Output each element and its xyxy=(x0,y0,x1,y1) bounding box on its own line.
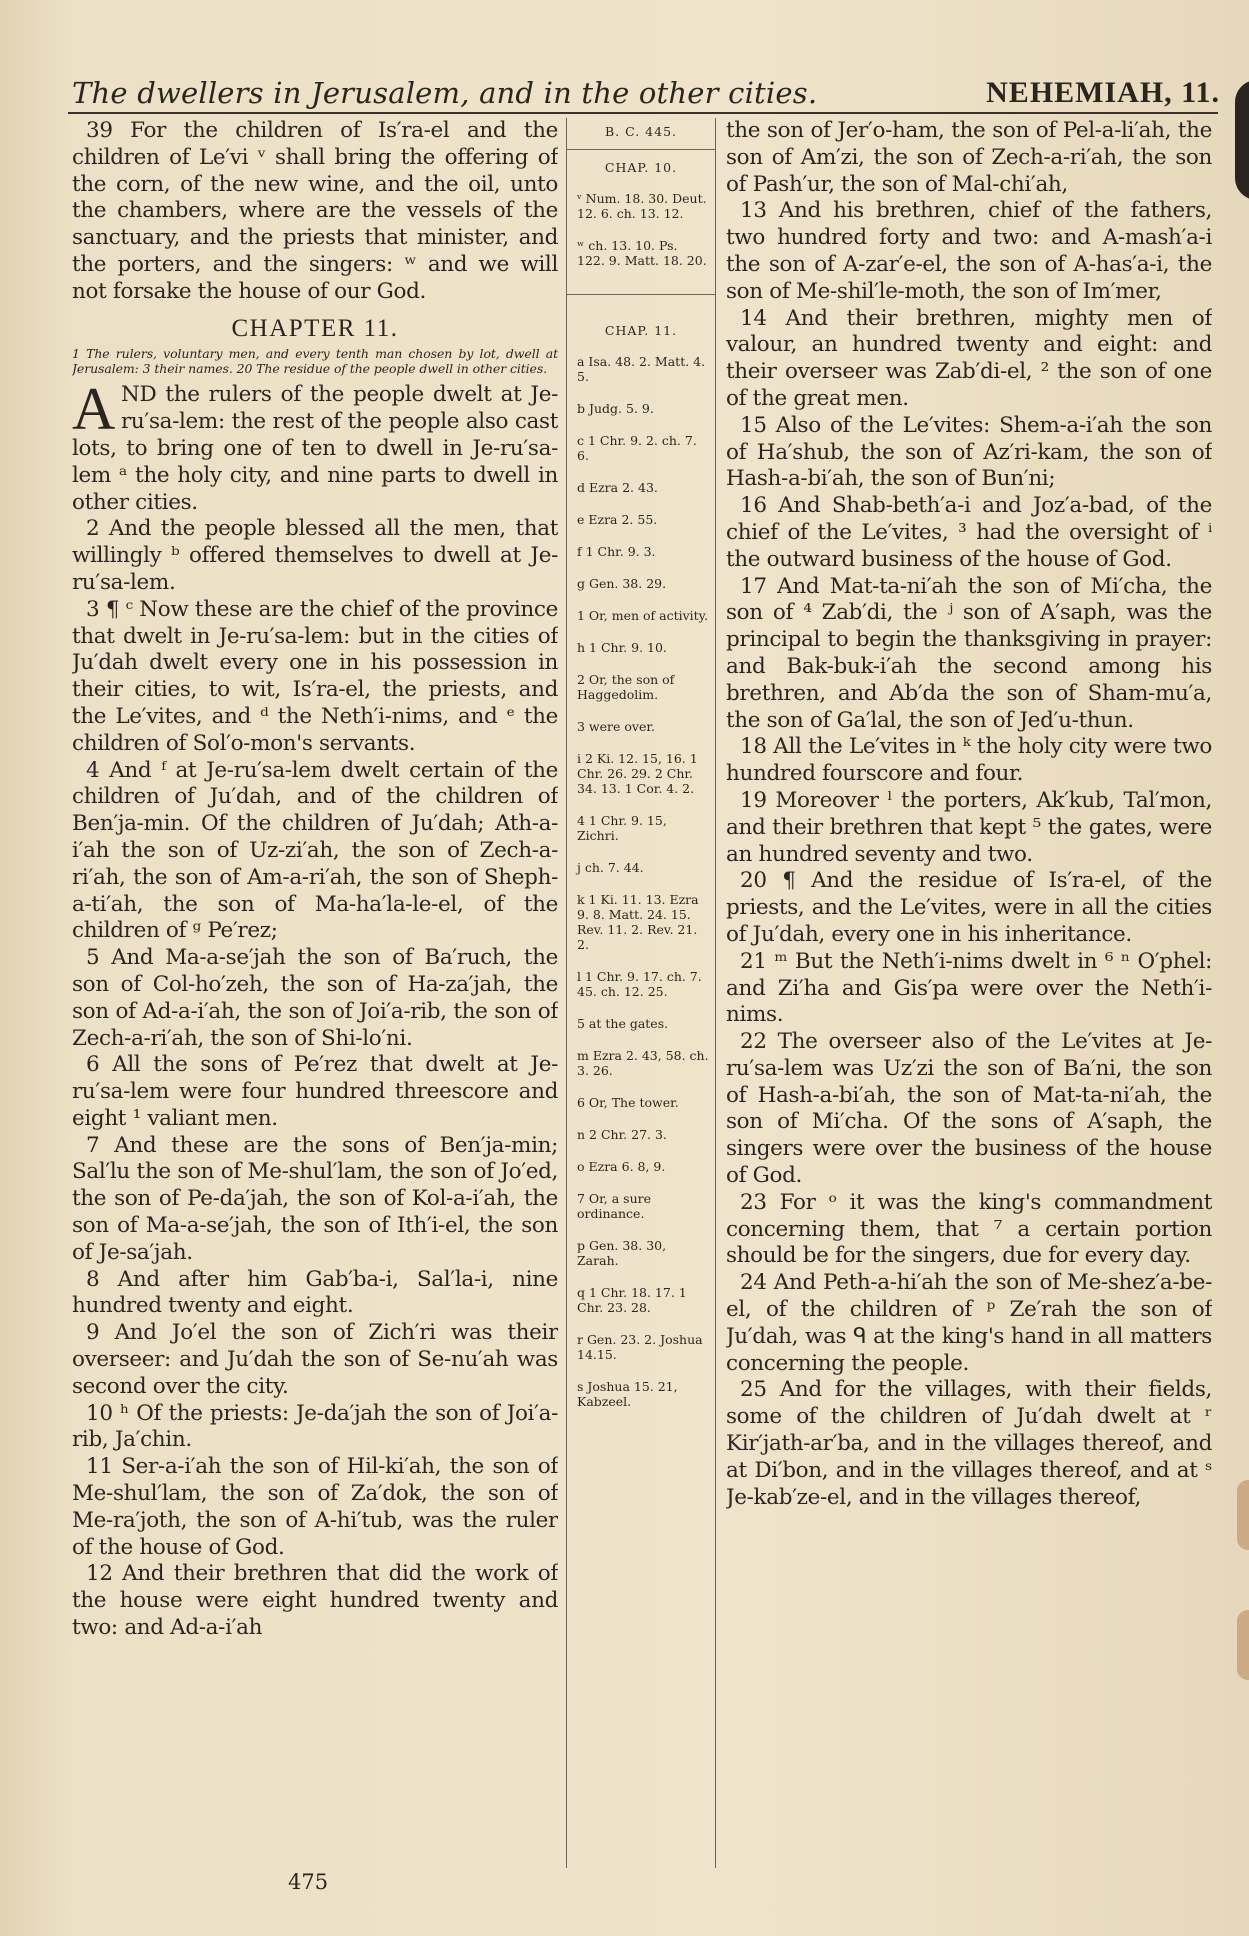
verse-11-1 xyxy=(72,376,558,516)
verse-11-3: 3 ¶ ᶜ Now these are the chief of the province that dwelt in Je-ru′sa-lem: but in the cities of Ju′dah dwelt every one in his possession in their cities, to wit, Is′ra-el, the priests, and the Le′vites, and ᵈ the Neth′i-nims, and ᵉ the children of Sol′o-mon's servants. xyxy=(72,596,558,756)
verse-11-16: 16 And Shab-beth′a-i and Joz′a-bad, of the chief of the Le′vites, ³ had the oversight of ⁱ the outward business of the house of God. xyxy=(726,493,1212,572)
cross-reference: 5 at the gates. xyxy=(577,1016,669,1031)
thumb-index-tab xyxy=(1237,1610,1249,1680)
cross-reference: 4 1 Chr. 9. 15, Zichri. xyxy=(577,813,667,843)
cross-reference: q 1 Chr. 18. 17. 1 Chr. 23. 28. xyxy=(577,1285,687,1315)
verse-11-24: 24 And Peth-a-hi′ah the son of Me-shez′a-be-el, of the children of ᵖ Ze′rah the son of Ju′dah, was ᑫ at the king's hand in all matters concerning the people. xyxy=(726,1270,1212,1376)
verse-11-9: 9 And Jo′el the son of Zich′ri was their overseer: and Ju′dah the son of Se-nu′ah was second over the city. xyxy=(72,1320,558,1399)
verse-11-6: 6 All the sons of Pe′rez that dwelt at Je-ru′sa-lem were four hundred threescore and eight ¹ valiant men. xyxy=(72,1052,558,1131)
verse-11-14: 14 And their brethren, mighty men of valour, an hundred twenty and eight: and their overseer was Zab′di-el, ² the son of one of the great men. xyxy=(726,305,1212,411)
verse-11-1-text: ND the rulers of the people dwelt at Je-ru′sa-lem: the rest of the people also cast lots, to bring one of ten to dwell in Je-ru′sa-lem ᵃ the holy city, and nine parts to dwell in other cities. xyxy=(72,382,558,515)
verse-11-17: 17 And Mat-ta-ni′ah the son of Mi′cha, the son of ⁴ Zab′di, the ʲ son of A′saph, was the principal to begin the thanksgiving in prayer: and Bak-buk-i′ah the second among his brethren, and Ab′da the son of Sham-mu′a, the son of Ga′lal, the son of Jed′u-thun. xyxy=(726,573,1212,733)
thumb-index-tab xyxy=(1237,1480,1249,1550)
verse-11-12: 12 And their brethren that did the work of the house were eight hundred twenty and two: and Ad-a-i′ah xyxy=(72,1561,558,1641)
running-title: The dwellers in Jerusalem, and in the other cities. xyxy=(72,76,818,110)
cross-reference: f 1 Chr. 9. 3. xyxy=(577,544,656,559)
cross-reference: h 1 Chr. 9. 10. xyxy=(577,640,667,655)
verse-11-20: 20 ¶ And the residue of Is′ra-el, of the priests, and the Le′vites, were in all the cities of Ju′dah, every one in his inheritance. xyxy=(726,868,1212,947)
verse-11-10: 10 ʰ Of the priests: Je-da′jah the son of Joi′a-rib, Ja′chin. xyxy=(72,1400,558,1453)
verse-11-7: 7 And these are the sons of Ben′ja-min; Sal′lu the son of Me-shul′lam, the son of Jo′ed, the son of Pe-da′jah, the son of Kol-a-i′ah, the son of Ma-a-se′jah, the son of Ith′i-el, the son of Je-sa′jah. xyxy=(72,1132,558,1265)
date-label: B. C. 445. xyxy=(604,124,678,139)
cross-reference: ʷ ch. 13. 10. Ps. 122. 9. Matt. 18. 20. xyxy=(577,238,707,268)
verse-11-13: 13 And his brethren, chief of the fathers, two hundred forty and two: and A-mash′a-i the son of A-zar′e-el, the son of A-has′a-i, the son of Me-shil′le-moth, the son of Im′mer, xyxy=(726,198,1212,304)
verse-10-39: 39 For the children of Is′ra-el and the children of Le′vi ᵛ shall bring the offering of the corn, of the new wine, and the oil, unto the chambers, where are the vessels of the sanctuary, and the priests that minister, and the porters, and the singers: ʷ and we will not forsake the house of our God. xyxy=(72,118,558,304)
book-chapter-label: NEHEMIAH, 11. xyxy=(986,76,1220,109)
verse-11-19: 19 Moreover ˡ the porters, Ak′kub, Tal′mon, and their brethren that kept ⁵ the gates, were an hundred seventy and two. xyxy=(726,787,1212,867)
cross-reference: o Ezra 6. 8, 9. xyxy=(577,1159,666,1174)
cross-reference: g Gen. 38. 29. xyxy=(577,576,667,591)
cross-reference: d Ezra 2. 43. xyxy=(577,480,658,495)
verse-11-5: 5 And Ma-a-se′jah the son of Ba′ruch, the son of Col-ho′zeh, the son of Ha-za′jah, the son of Ad-a-i′ah, the son of Joi′a-rib, the son of Zech-a-ri′ah, the son of Shi-lo′ni. xyxy=(72,945,558,1051)
center-rule xyxy=(567,294,715,295)
chap11-heading: CHAP. 11. xyxy=(604,323,678,338)
verse-11-4: 4 And ᶠ at Je-ru′sa-lem dwelt certain of the children of Ju′dah, and of the children of Ben′ja-min. Of the children of Ju′dah; Ath-a-i′ah the son of Uz-zi′ah, the son of Zech-a-ri′ah, the son of Am-a-ri′ah, the son of Sheph-a-ti′ah, the son of Ma-ha′la-le-el, of the children of ᵍ Pe′rez; xyxy=(72,757,558,944)
verse-11-25: 25 And for the villages, with their fields, some of the children of Ju′dah dwelt at ʳ Kir′jath-ar′ba, and in the villages thereof, and at Di′bon, and in the villages thereof, and at ˢ Je-kab′ze-el, and in the villages thereof, xyxy=(726,1377,1212,1510)
verse-11-15: 15 Also of the Le′vites: Shem-a-i′ah the son of Ha′shub, the son of Az′ri-kam, the son of Hash-a-bi′ah, the son of Bun′ni; xyxy=(726,412,1212,492)
cross-reference: k 1 Ki. 11. 13. Ezra 9. 8. Matt. 24. 15. Rev. 11. 2. Rev. 21. 2. xyxy=(577,892,699,952)
cross-reference: p Gen. 38. 30, Zarah. xyxy=(577,1238,667,1268)
left-text-column xyxy=(72,118,558,1868)
verse-11-21: 21 ᵐ But the Neth′i-nims dwelt in ⁶ ⁿ O′phel: and Zi′ha and Gis′pa were over the Neth′i-nims. xyxy=(726,948,1212,1028)
chap10-heading: CHAP. 10. xyxy=(604,160,678,175)
cross-reference: c 1 Chr. 9. 2. ch. 7. 6. xyxy=(577,433,697,463)
cross-reference: r Gen. 23. 2. Joshua 14.15. xyxy=(577,1332,703,1362)
page-number: 475 xyxy=(288,1870,329,1894)
header-rule xyxy=(68,112,1218,114)
cross-reference: n 2 Chr. 27. 3. xyxy=(577,1127,667,1142)
cross-reference: 1 Or, men of activity. xyxy=(577,608,709,623)
verse-11-18: 18 All the Le′vites in ᵏ the holy city were two hundred fourscore and four. xyxy=(726,734,1212,787)
verse-11-23: 23 For ᵒ it was the king's commandment concerning them, that ⁷ a certain portion should be for the singers, due for every day. xyxy=(726,1189,1212,1269)
cross-reference: j ch. 7. 44. xyxy=(577,860,644,875)
cross-reference: ᵛ Num. 18. 30. Deut. 12. 6. ch. 13. 12. xyxy=(577,191,707,221)
drop-cap: A xyxy=(72,376,115,443)
cross-reference: m Ezra 2. 43, 58. ch. 3. 26. xyxy=(577,1048,709,1078)
running-header xyxy=(72,66,1220,110)
cross-reference: 3 were over. xyxy=(577,719,655,734)
center-rule xyxy=(567,149,715,150)
cross-reference: 7 Or, a sure ordinance. xyxy=(577,1191,651,1221)
cross-reference: 2 Or, the son of Haggedolim. xyxy=(577,672,675,702)
cross-reference: i 2 Ki. 12. 15, 16. 1 Chr. 26. 29. 2 Chr. 34. 13. 1 Cor. 4. 2. xyxy=(577,751,698,796)
verse-11-12-continued: the son of Jer′o-ham, the son of Pel-a-li′ah, the son of Am′zi, the son of Zech-a-ri′ah, the son of Pash′ur, the son of Mal-chi′ah, xyxy=(726,118,1212,197)
verse-11-11: 11 Ser-a-i′ah the son of Hil-ki′ah, the son of Me-shul′lam, the son of Za′dok, the son of Me-ra′joth, the son of A-hi′tub, was the ruler of the house of God. xyxy=(72,1454,558,1560)
cross-reference: e Ezra 2. 55. xyxy=(577,512,658,527)
page-edge-stain xyxy=(1235,80,1249,200)
verse-11-8: 8 And after him Gab′ba-i, Sal′la-i, nine hundred twenty and eight. xyxy=(72,1266,558,1319)
chapter-summary: 1 The rulers, voluntary men, and every tenth man chosen by lot, dwell at Jerusalem: 3 their names. 20 The residue of the people dwell in other cities. xyxy=(72,346,558,377)
cross-reference: s Joshua 15. 21, Kabzeel. xyxy=(577,1379,678,1409)
chapter-title: CHAPTER 11. xyxy=(231,314,399,342)
right-text-column xyxy=(726,118,1212,1868)
cross-reference: a Isa. 48. 2. Matt. 4. 5. xyxy=(577,354,706,384)
cross-reference: l 1 Chr. 9. 17. ch. 7. 45. ch. 12. 25. xyxy=(577,969,702,999)
verse-11-22: 22 The overseer also of the Le′vites at Je-ru′sa-lem was Uz′zi the son of Ba′ni, the son of Hash-a-bi′ah, the son of Mat-ta-ni′ah, the son of Mi′cha. Of the sons of A′saph, the singers were over the business of the house of God. xyxy=(726,1029,1212,1189)
cross-reference: 6 Or, The tower. xyxy=(577,1095,679,1110)
cross-reference-column xyxy=(566,118,716,1868)
cross-reference: b Judg. 5. 9. xyxy=(577,401,654,416)
verse-11-2: 2 And the people blessed all the men, that willingly ᵇ offered themselves to dwell at Je-ru′sa-lem. xyxy=(72,516,558,595)
